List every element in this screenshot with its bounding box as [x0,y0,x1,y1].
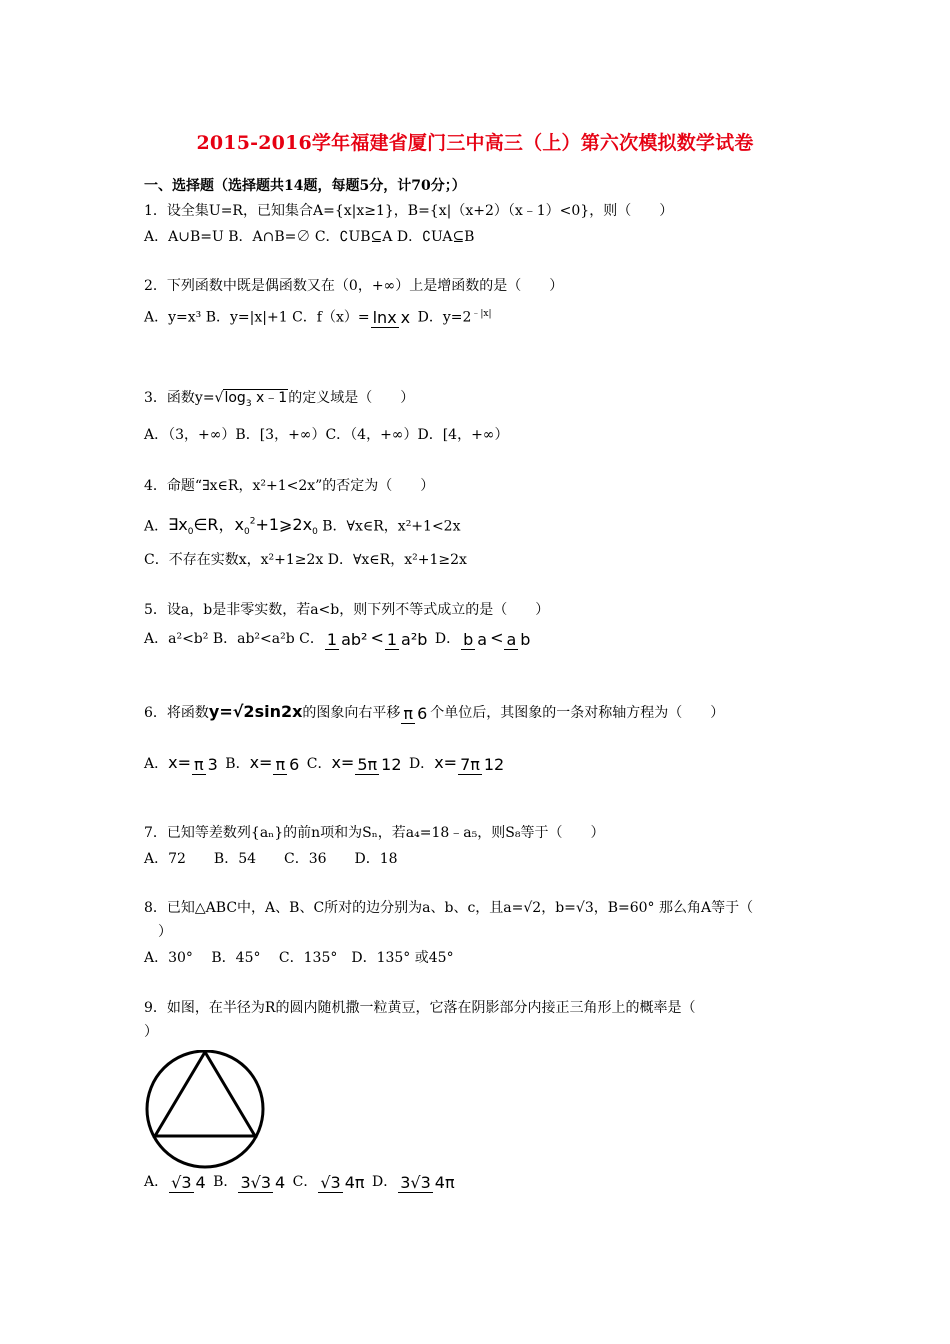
numerator: 7π [460,754,480,774]
fraction [385,630,430,649]
log-text: log [224,390,246,406]
question-3-stem [144,388,414,414]
less-than: < [490,628,504,647]
exponent: ﹣|x| [471,309,492,319]
denominator: 6 [417,703,428,723]
denominator: 4 [275,1172,286,1192]
question-6-stem [144,702,724,723]
question-7-stem: 7．已知等差数列{aₙ}的前n项和为Sₙ，若a₄=18﹣a₅，则S₈等于（ ） [144,825,605,841]
option-a: A．y=x³ [144,309,202,326]
question-6-options [144,753,507,774]
numerator: √3 [171,1172,192,1192]
option-c-label: C．f（x）= [292,309,370,326]
denominator: a [477,629,488,649]
question-1-options [144,227,474,247]
fraction [398,1173,456,1192]
numerator: b [463,629,474,649]
circle-inscribed-triangle-icon [143,1050,267,1170]
option-d: D．∁UA⊆B [396,229,475,245]
subscript: 0 [243,527,250,538]
question-9-stem: 9．如图，在半径为R的圆内随机撒一粒黄豆，它落在阴影部分内接正三角形上的概率是（ [144,1000,696,1016]
question-9-options [144,1172,458,1192]
question-4-options-cd: C．不存在实数x，x²+1≥2x D．∀x∈R，x²+1≥2x [144,552,467,568]
option-a-label: A． [144,756,169,772]
numerator: 5π [357,754,378,774]
numerator: a [506,629,517,649]
question-8-options: A．30° B．45° C．135° D．135° 或45° [144,950,454,966]
question-8-stem: 8．已知△ABC中，A、B、C所对的边分别为a、b、c，且a=√2，b=√3，B=60° 那么角A等于（ [144,900,754,916]
option-b: B．ab²<a²b [212,631,295,647]
question-2-stem: 2．下列函数中既是偶函数又在（0，+∞）上是增函数的是（ ） [144,278,564,294]
option-d-label: D． [408,756,435,772]
denominator: x [400,308,411,328]
denominator: b [520,629,531,649]
fraction [318,1173,366,1192]
numerator: π [403,703,414,723]
subscript: 0 [187,527,194,538]
denominator: 3 [207,754,218,774]
denominator: 12 [483,754,505,774]
option-b: B．∀x∈R，x²+1<2x [322,518,461,535]
log-base: 3 [245,398,252,409]
option-a: A．a²<b² [144,631,209,647]
page-title: 2015-2016学年福建省厦门三中高三（上）第六次模拟数学试卷 [196,132,754,154]
log-argument: x﹣1 [256,390,288,406]
question-9-stem-cont: ） [144,1024,158,1040]
x-equals: x= [168,753,191,772]
denominator: 12 [381,754,402,774]
option-c-label: C． [306,756,332,772]
less-than: < [370,628,384,647]
fraction [355,755,403,774]
option-b-label: B． [225,756,250,772]
subscript: 0 [312,527,318,538]
numerator: π [275,754,286,774]
question-2-options [144,304,492,328]
option-b-label: B． [213,1174,238,1190]
formula-part: ∈R，x [193,515,244,535]
fraction [461,630,489,649]
fraction-lnx-over-x [371,308,413,327]
numerator: π [194,754,204,774]
option-c-label: C． [292,1174,318,1190]
denominator: ab² [341,629,368,649]
fraction [325,630,370,649]
question-4-options-ab [144,512,460,543]
fraction [401,704,429,723]
stem-middle: 的图象向右平移 [302,705,401,721]
x-equals: x= [434,753,458,772]
option-d-label: D． [372,1174,398,1190]
fraction [504,630,532,649]
x-equals: x= [331,753,355,772]
question-1-stem: 1．设全集U=R，已知集合A={x|x≥1}，B={x|（x+2）（x﹣1）<0}，则（ ） [144,203,674,219]
stem-suffix: 个单位后，其图象的一条对称轴方程为（ ） [430,705,725,721]
section-heading: 一、选择题（选择题共14题，每题5分，计70分；） [144,178,466,194]
question-8-stem-cont: ） [158,924,172,940]
option-d: D．y=2 [417,309,472,326]
option-a: A．A∪B=U [144,229,224,245]
numerator: √3 [320,1172,341,1192]
denominator: 4 [195,1172,206,1192]
question-7-options: A．72 B．54 C．36 D．18 [144,851,398,867]
option-a-label: A． [144,518,169,535]
option-c-label: C． [299,631,324,647]
formula-part: +1⩾2x [255,515,313,535]
stem-suffix: 的定义域是（ ） [288,390,415,406]
denominator: 4π [344,1172,365,1192]
option-c: C．∁UB⊆A [314,229,393,245]
question-5-options [144,628,533,649]
numerator: 3√3 [240,1172,271,1192]
numerator: lnx [372,308,397,328]
stem-prefix: 6．将函数 [144,705,209,721]
fraction [273,755,301,774]
numerator: 3√3 [400,1172,431,1192]
option-b: B．y=|x|+1 [205,309,288,326]
option-a-label: A． [144,1174,169,1190]
fraction [192,755,220,774]
sqrt-expression: $√\log_3$ x﹣1 [214,390,288,409]
fraction [238,1173,287,1192]
question-3-options: A．（3，+∞）B．[3，+∞）C．（4，+∞）D．[4，+∞） [144,427,509,443]
denominator: 6 [289,754,300,774]
x-equals: x= [249,753,273,772]
option-d-label: D． [434,631,461,647]
denominator: a²b [401,629,428,649]
numerator: 1 [386,629,398,649]
formula-part: ∃x [168,515,188,535]
question-5-stem: 5．设a，b是非零实数，若a<b，则下列不等式成立的是（ ） [144,602,550,618]
denominator: 4π [434,1172,455,1192]
option-b: B．A∩B=∅ [228,229,311,245]
numerator: 1 [326,629,338,649]
option-a-formula [168,515,318,538]
fraction [169,1173,208,1192]
question-4-stem: 4．命题“∃x∈R，x²+1<2x”的否定为（ ） [144,478,435,494]
stem-prefix: 3．函数y= [144,390,215,406]
function-formula: y=√2sin2x [208,702,303,721]
superscript: 2 [249,517,256,527]
fraction [458,755,506,774]
